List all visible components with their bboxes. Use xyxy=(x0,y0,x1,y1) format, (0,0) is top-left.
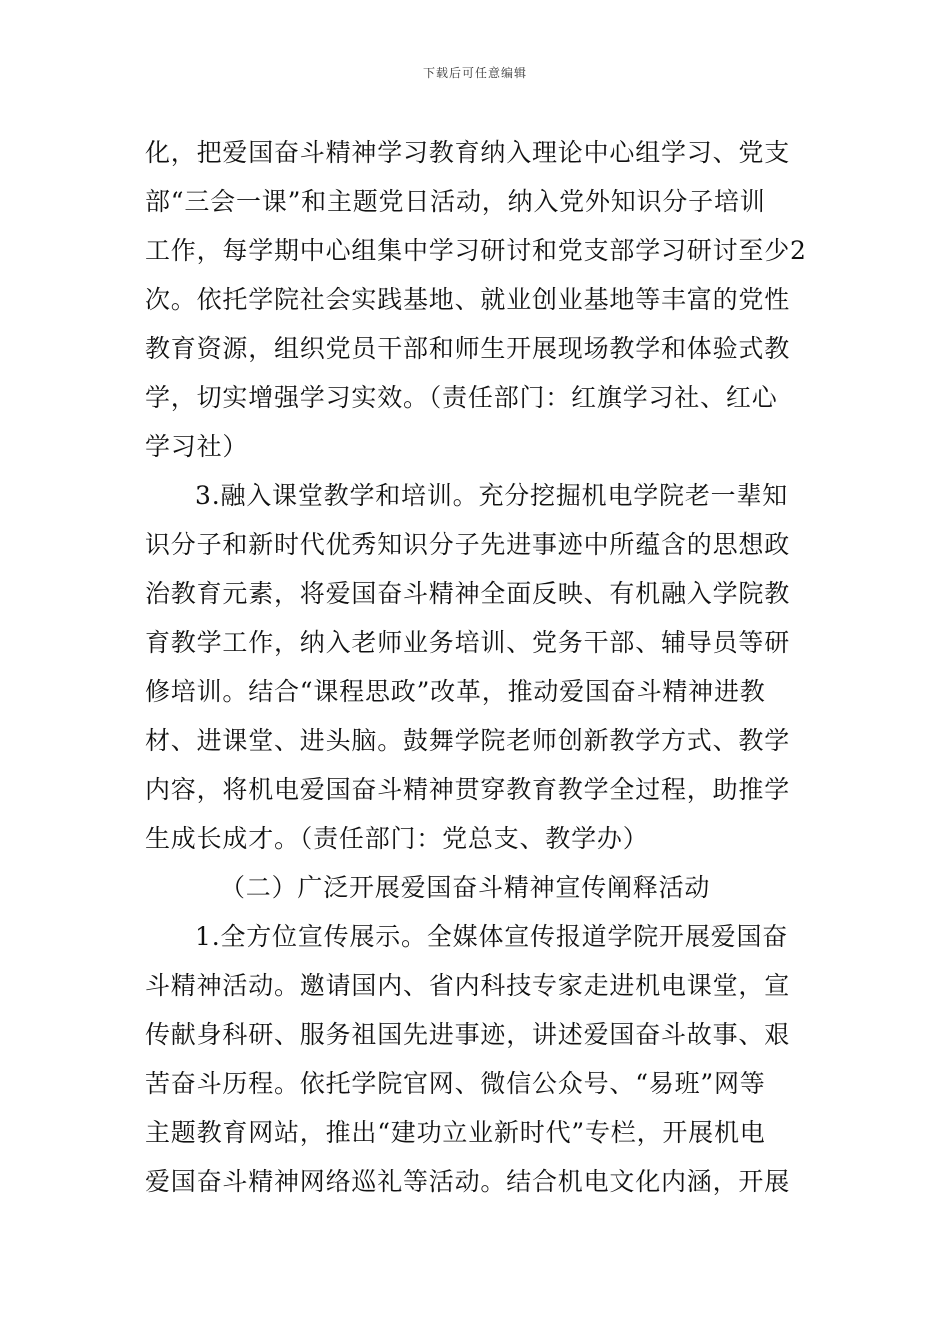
text-line: 材、进课堂、进头脑。鼓舞学院老师创新教学方式、教学 xyxy=(145,726,791,755)
text-line: 育教学工作，纳入老师业务培训、党务干部、辅导员等研 xyxy=(145,628,791,657)
paragraph-start-line: 1.全方位宣传展示。全媒体宣传报道学院开展爱国奋 xyxy=(195,922,789,951)
text-line: 工作，每学期中心组集中学习研讨和党支部学习研讨至少2 xyxy=(145,236,807,265)
text-line: 次。依托学院社会实践基地、就业创业基地等丰富的党性 xyxy=(145,285,791,314)
text-line: 内容，将机电爱国奋斗精神贯穿教育教学全过程，助推学 xyxy=(145,775,791,804)
text-line: 爱国奋斗精神网络巡礼等活动。结合机电文化内涵，开展 xyxy=(145,1167,791,1196)
text-line: 传献身科研、服务祖国先进事迹，讲述爱国奋斗故事、艰 xyxy=(145,1020,791,1049)
text-line: 修培训。结合“课程思政”改革，推动爱国奋斗精神进教 xyxy=(145,677,766,706)
text-line: 识分子和新时代优秀知识分子先进事迹中所蕴含的思想政 xyxy=(145,530,791,559)
page-header: 下载后可任意编辑 xyxy=(422,66,527,80)
section-heading: （二）广泛开展爱国奋斗精神宣传阐释活动 xyxy=(220,873,711,902)
text-line: 学，切实增强学习实效。（责任部门：红旗学习社、红心 xyxy=(145,383,778,412)
text-line: 教育资源，组织党员干部和师生开展现场教学和体验式教 xyxy=(145,334,791,363)
paragraph-start-line: 3.融入课堂教学和培训。充分挖掘机电学院老一辈知 xyxy=(195,481,789,510)
text-line: 斗精神活动。邀请国内、省内科技专家走进机电课堂，宣 xyxy=(145,971,791,1000)
text-line: 部“三会一课”和主题党日活动，纳入党外知识分子培训 xyxy=(145,187,766,216)
text-line: 苦奋斗历程。依托学院官网、微信公众号、“易班”网等 xyxy=(145,1069,766,1098)
text-line: 生成长成才。（责任部门：党总支、教学办） xyxy=(145,824,649,853)
document-body xyxy=(145,128,807,1206)
text-line: 主题教育网站，推出“建功立业新时代”专栏，开展机电 xyxy=(145,1118,766,1147)
text-line: 治教育元素，将爱国奋斗精神全面反映、有机融入学院教 xyxy=(145,579,791,608)
text-line: 学习社） xyxy=(145,432,249,461)
text-line: 化，把爱国奋斗精神学习教育纳入理论中心组学习、党支 xyxy=(145,138,791,167)
